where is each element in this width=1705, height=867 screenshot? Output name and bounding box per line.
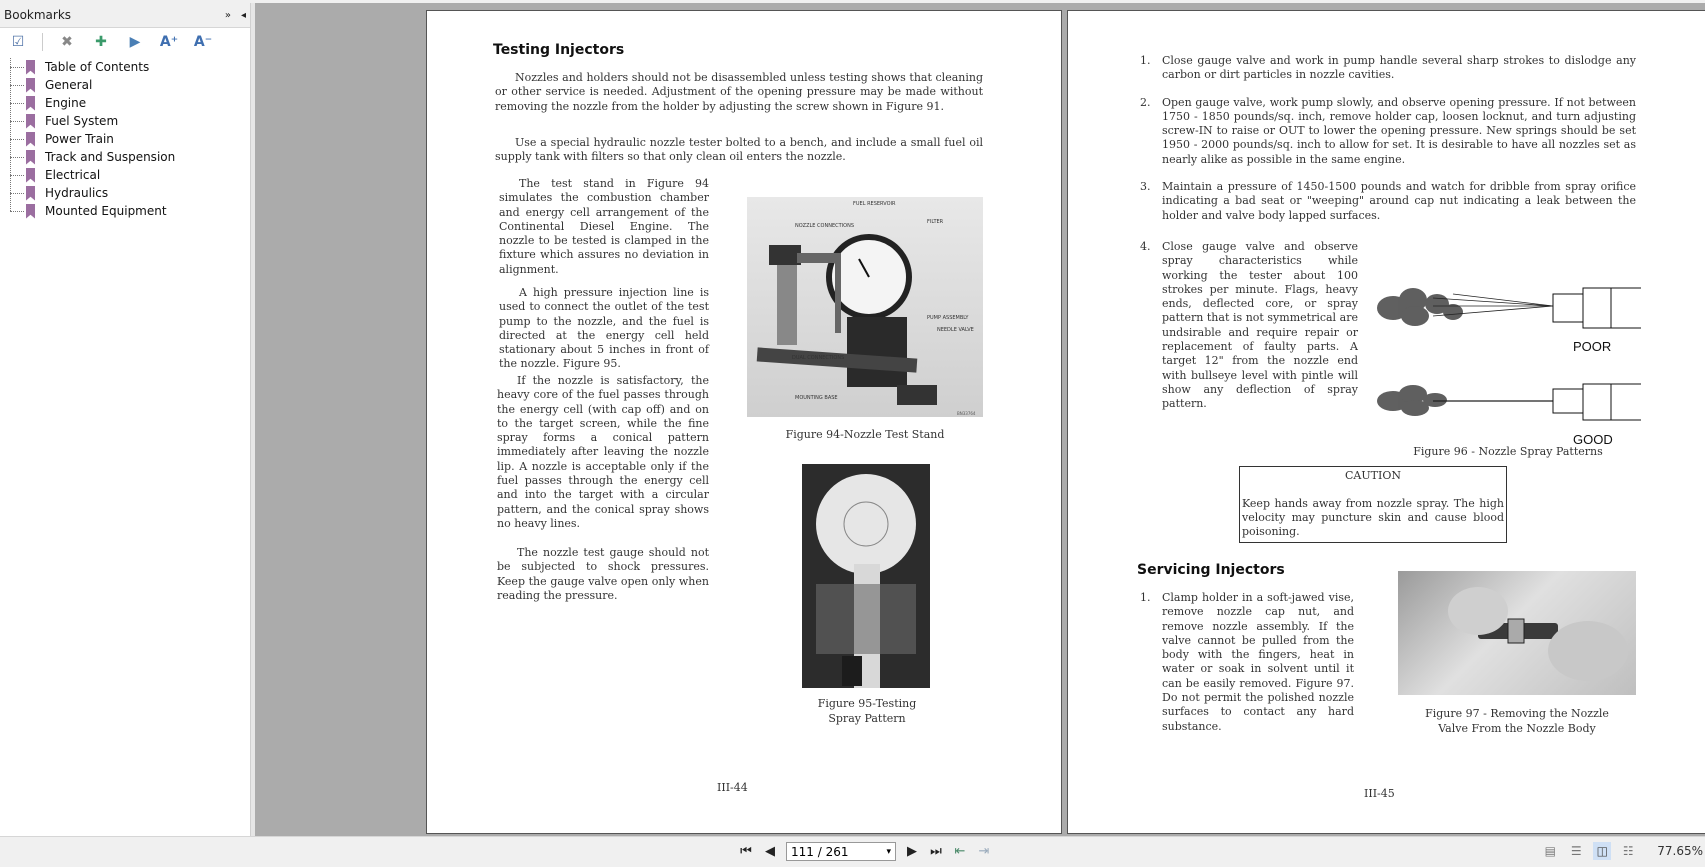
continuous-view-icon[interactable]: ☰ xyxy=(1570,844,1582,858)
bookmark-icon xyxy=(26,78,35,93)
caution-text: Keep hands away from nozzle spray. The high velocity may puncture skin and cause blood poisoning. xyxy=(1242,497,1504,538)
paragraph: The nozzle test gauge should not be subjected to shock pressures. Keep the gauge valve open only when reading the pressure. xyxy=(497,546,709,602)
continuous-facing-view-icon[interactable]: ☷ xyxy=(1622,844,1634,858)
bookmark-icon xyxy=(26,150,35,165)
bookmark-icon xyxy=(26,186,35,201)
bookmark-tree xyxy=(10,58,250,220)
bookmark-power-train[interactable]: Power Train xyxy=(10,130,250,148)
procedure-list xyxy=(1140,240,1358,425)
svg-text:FUEL RESERVOIR: FUEL RESERVOIR xyxy=(853,201,896,207)
svg-text:GOOD: GOOD xyxy=(1573,432,1613,446)
page-number: III-44 xyxy=(717,781,748,794)
goto-bookmark-icon[interactable]: ▶ xyxy=(129,34,141,50)
next-page-button[interactable]: ▶ xyxy=(907,844,917,859)
bookmarks-toolbar xyxy=(0,28,250,56)
svg-text:BN33764: BN33764 xyxy=(957,411,976,416)
bookmark-icon xyxy=(26,204,35,219)
svg-text:POOR: POOR xyxy=(1573,339,1612,354)
collapse-panel-icon[interactable]: ◂ xyxy=(240,9,246,21)
bookmark-track-and-suspension[interactable]: Track and Suspension xyxy=(10,148,250,166)
paragraph: Nozzles and holders should not be disassembled unless testing shows that cleaning or other service is needed. Adjustment of the opening pressure may be made without removing the nozzle from the holder by adjusting the screw shown in Figure 91. xyxy=(495,71,983,113)
bookmark-icon xyxy=(26,114,35,129)
svg-text:NOZZLE CONNECTIONS: NOZZLE CONNECTIONS xyxy=(795,223,854,229)
bookmark-table-of-contents[interactable]: Table of Contents xyxy=(10,58,250,76)
figure-95-caption: Figure 95-Testing Spray Pattern xyxy=(817,697,917,725)
last-page-button[interactable]: ⏭ xyxy=(930,844,942,859)
section-heading-servicing-injectors: Servicing Injectors xyxy=(1137,562,1285,578)
bookmark-icon xyxy=(26,132,35,147)
figure-94-nozzle-test-stand-photo xyxy=(747,197,983,417)
toolbar-divider xyxy=(42,33,43,51)
view-mode-tools xyxy=(1541,842,1705,860)
bookmarks-title: Bookmarks xyxy=(4,8,72,22)
page-navigation xyxy=(738,842,992,861)
status-bar xyxy=(0,836,1705,867)
bookmark-icon xyxy=(26,96,35,111)
caution-title: CAUTION xyxy=(1345,469,1401,482)
figure-95-spray-pattern-photo xyxy=(802,464,930,688)
paragraph: The test stand in Figure 94 simulates the combustion chamber and energy cell arrangement of the Continental Diesel Engine. The nozzle to be tested is clamped in the fixture which assures no deviation in alignment. xyxy=(499,177,709,276)
figure-96-spray-patterns-drawing xyxy=(1373,276,1643,446)
page-iii-44 xyxy=(426,10,1062,834)
chevron-down-icon[interactable]: ▾ xyxy=(886,846,891,857)
page-iii-45 xyxy=(1067,10,1705,834)
increase-font-icon[interactable]: A⁺ xyxy=(159,34,179,50)
caution-box xyxy=(1239,466,1507,543)
svg-text:FILTER: FILTER xyxy=(927,219,944,225)
bookmark-mounted-equipment[interactable]: Mounted Equipment xyxy=(10,202,250,220)
bookmark-hydraulics[interactable]: Hydraulics xyxy=(10,184,250,202)
expand-all-icon[interactable]: ☑ xyxy=(11,34,25,50)
bookmark-icon xyxy=(26,60,35,75)
add-bookmark-icon[interactable]: ✚ xyxy=(95,34,107,50)
panel-options-icon[interactable]: » xyxy=(224,9,231,21)
figure-96-caption: Figure 96 - Nozzle Spray Patterns xyxy=(1413,445,1603,458)
svg-text:PUMP ASSEMBLY: PUMP ASSEMBLY xyxy=(927,315,969,321)
svg-text:MOUNTING BASE: MOUNTING BASE xyxy=(795,395,838,401)
bookmark-general[interactable]: General xyxy=(10,76,250,94)
procedure-step: 4. Close gauge valve and observe spray characteristics while working the tester about 100 strokes per minute. Flags, heavy ends, deflected core, or spray pattern that is not symmetrical are undsirable and require repair or replacement of faulty parts. A target 12" from the nozzle end with bullseye level with pintle will show any deflection of spray pattern. xyxy=(1140,240,1358,411)
bookmark-electrical[interactable]: Electrical xyxy=(10,166,250,184)
figure-97-caption: Figure 97 - Removing the Nozzle Valve From the Nozzle Body xyxy=(1425,707,1609,735)
previous-page-button[interactable]: ◀ xyxy=(765,844,775,859)
svg-text:NEEDLE VALVE: NEEDLE VALVE xyxy=(937,327,974,333)
procedure-step: 1. Close gauge valve and work in pump handle several sharp strokes to dislodge any carbon or dirt particles in nozzle cavities. xyxy=(1140,54,1636,82)
svg-text:DUAL CONNECTIONS: DUAL CONNECTIONS xyxy=(792,355,845,361)
paragraph: If the nozzle is satisfactory, the heavy core of the fuel passes through the energy cell (with cap off) and on to the target screen, while the fine spray forms a conical pattern immediately after leaving the nozzle lip. A nozzle is acceptable only if the fuel passes through the energy cell and into the target with a circular pattern, and the conical spray shows no heavy lines. xyxy=(497,374,709,530)
panel-splitter[interactable] xyxy=(251,3,255,836)
bookmarks-header xyxy=(0,3,250,28)
bookmark-icon xyxy=(26,168,35,183)
procedure-step: 3. Maintain a pressure of 1450-1500 pounds and watch for dribble from spray orifice indicating a bad seat or "weeping" around cap nut indicating a leak between the holder and valve body lapped surfaces. xyxy=(1140,180,1636,222)
service-list xyxy=(1140,591,1354,747)
next-view-icon[interactable]: ⇥ xyxy=(978,844,990,859)
paragraph: A high pressure injection line is used to connect the outlet of the test pump to the nozzle, and the fuel is directed at the energy cell held stationary about 5 inches in front of the nozzle. Figure 95. xyxy=(499,286,709,371)
bookmark-fuel-system[interactable]: Fuel System xyxy=(10,112,250,130)
page-number: III-45 xyxy=(1364,787,1395,800)
zoom-level[interactable]: 77.65% xyxy=(1657,844,1703,858)
page-number-value: 111 / 261 xyxy=(791,844,849,859)
single-page-view-icon[interactable]: ▤ xyxy=(1544,844,1556,858)
procedure-list xyxy=(1140,54,1636,236)
previous-view-icon[interactable]: ⇤ xyxy=(954,844,966,859)
delete-bookmark-icon[interactable]: ✖ xyxy=(61,34,73,50)
decrease-font-icon[interactable]: A⁻ xyxy=(193,34,213,50)
bookmark-engine[interactable]: Engine xyxy=(10,94,250,112)
facing-pages-view-icon[interactable]: ◫ xyxy=(1593,842,1611,860)
figure-97-removing-nozzle-photo xyxy=(1398,571,1636,695)
page-number-field[interactable] xyxy=(786,842,896,861)
first-page-button[interactable]: ⏮ xyxy=(740,844,752,859)
procedure-step: 2. Open gauge valve, work pump slowly, and observe opening pressure. If not between 1750 - 1850 pounds/sq. inch, remove holder cap, loosen locknut, and turn adjusting screw-IN to raise or OUT to lower the opening pressure. New springs should be set 1950 - 2000 pounds/sq. inch to allow for set. It is desirable to have all nozzles set as nearly alike as possible in the same engine. xyxy=(1140,95,1636,166)
figure-94-caption: Figure 94-Nozzle Test Stand xyxy=(785,428,945,441)
bookmarks-panel xyxy=(0,3,251,836)
service-step: 1. Clamp holder in a soft-jawed vise, remove nozzle cap nut, and remove nozzle assembly. If the valve cannot be pulled from the body with the fingers, heat in water or soak in solvent until it can be easily removed. Figure 97. Do not permit the polished nozzle surfaces to contact any hard substance. xyxy=(1140,591,1354,733)
section-heading-testing-injectors: Testing Injectors xyxy=(493,42,625,58)
paragraph: Use a special hydraulic nozzle tester bolted to a bench, and include a small fuel oil supply tank with filters so that only clean oil enters the nozzle. xyxy=(495,136,983,164)
